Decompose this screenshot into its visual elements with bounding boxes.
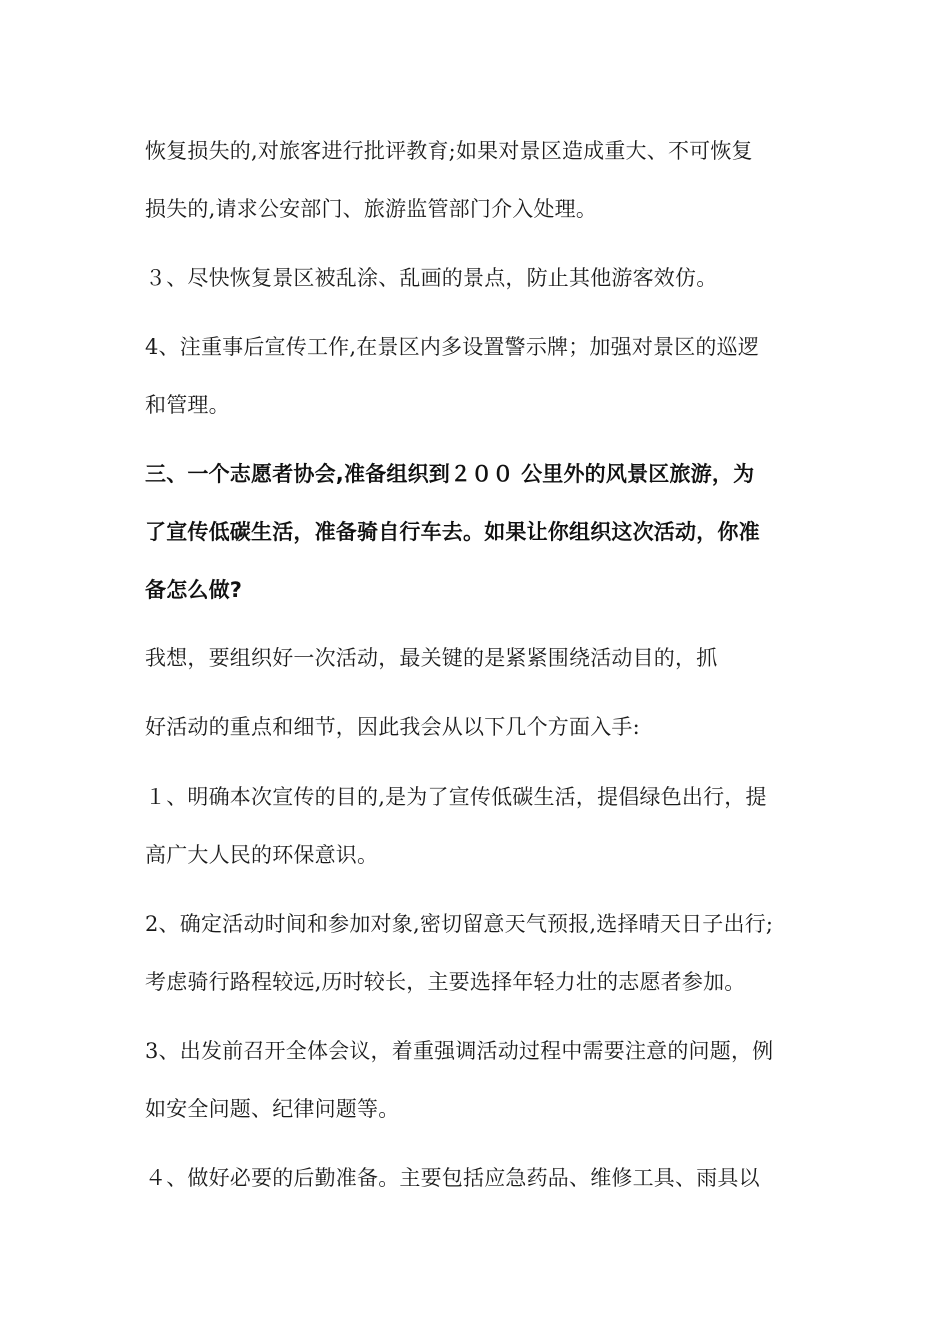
text-line-3: ３、尽快恢复景区被乱涂、乱画的景点，防止其他游客效仿。 <box>145 266 718 290</box>
text-line-14: 考虑骑行路程较远,历时较长，主要选择年轻力壮的志愿者参加。 <box>145 970 746 994</box>
text-line-13: 2、确定活动时间和参加对象,密切留意天气预报,选择晴天日子出行; <box>145 912 774 936</box>
text-line-5: 和管理。 <box>145 393 230 417</box>
question-heading-line-3: 备怎么做? <box>145 578 243 602</box>
text-line-2: 损失的,请求公安部门、旅游监管部门介入处理。 <box>145 197 598 221</box>
question-heading-line-1: 三、一个志愿者协会,准备组织到２００ 公里外的风景区旅游，为 <box>145 462 755 486</box>
question-heading-line-2: 了宣传低碳生活，准备骑自行车去。如果让你组织这次活动，你准 <box>145 520 760 544</box>
text-line-11: １、明确本次宣传的目的,是为了宣传低碳生活，提倡绿色出行，提 <box>145 785 767 809</box>
text-line-10: 好活动的重点和细节，因此我会从以下几个方面入手: <box>145 715 640 739</box>
text-line-12: 高广大人民的环保意识。 <box>145 843 379 867</box>
text-line-16: 如安全问题、纪律问题等。 <box>145 1097 400 1121</box>
text-line-17: ４、做好必要的后勤准备。主要包括应急药品、维修工具、雨具以 <box>145 1166 760 1190</box>
text-line-9: 我想，要组织好一次活动，最关键的是紧紧围绕活动目的，抓 <box>145 646 718 670</box>
text-line-15: 3、出发前召开全体会议，着重强调活动过程中需要注意的问题，例 <box>145 1039 774 1063</box>
text-line-1: 恢复损失的,对旅客进行批评教育;如果对景区造成重大、不可恢复 <box>145 139 753 163</box>
text-line-4: 4、注重事后宣传工作,在景区内多设置警示牌；加强对景区的巡逻 <box>145 335 760 359</box>
